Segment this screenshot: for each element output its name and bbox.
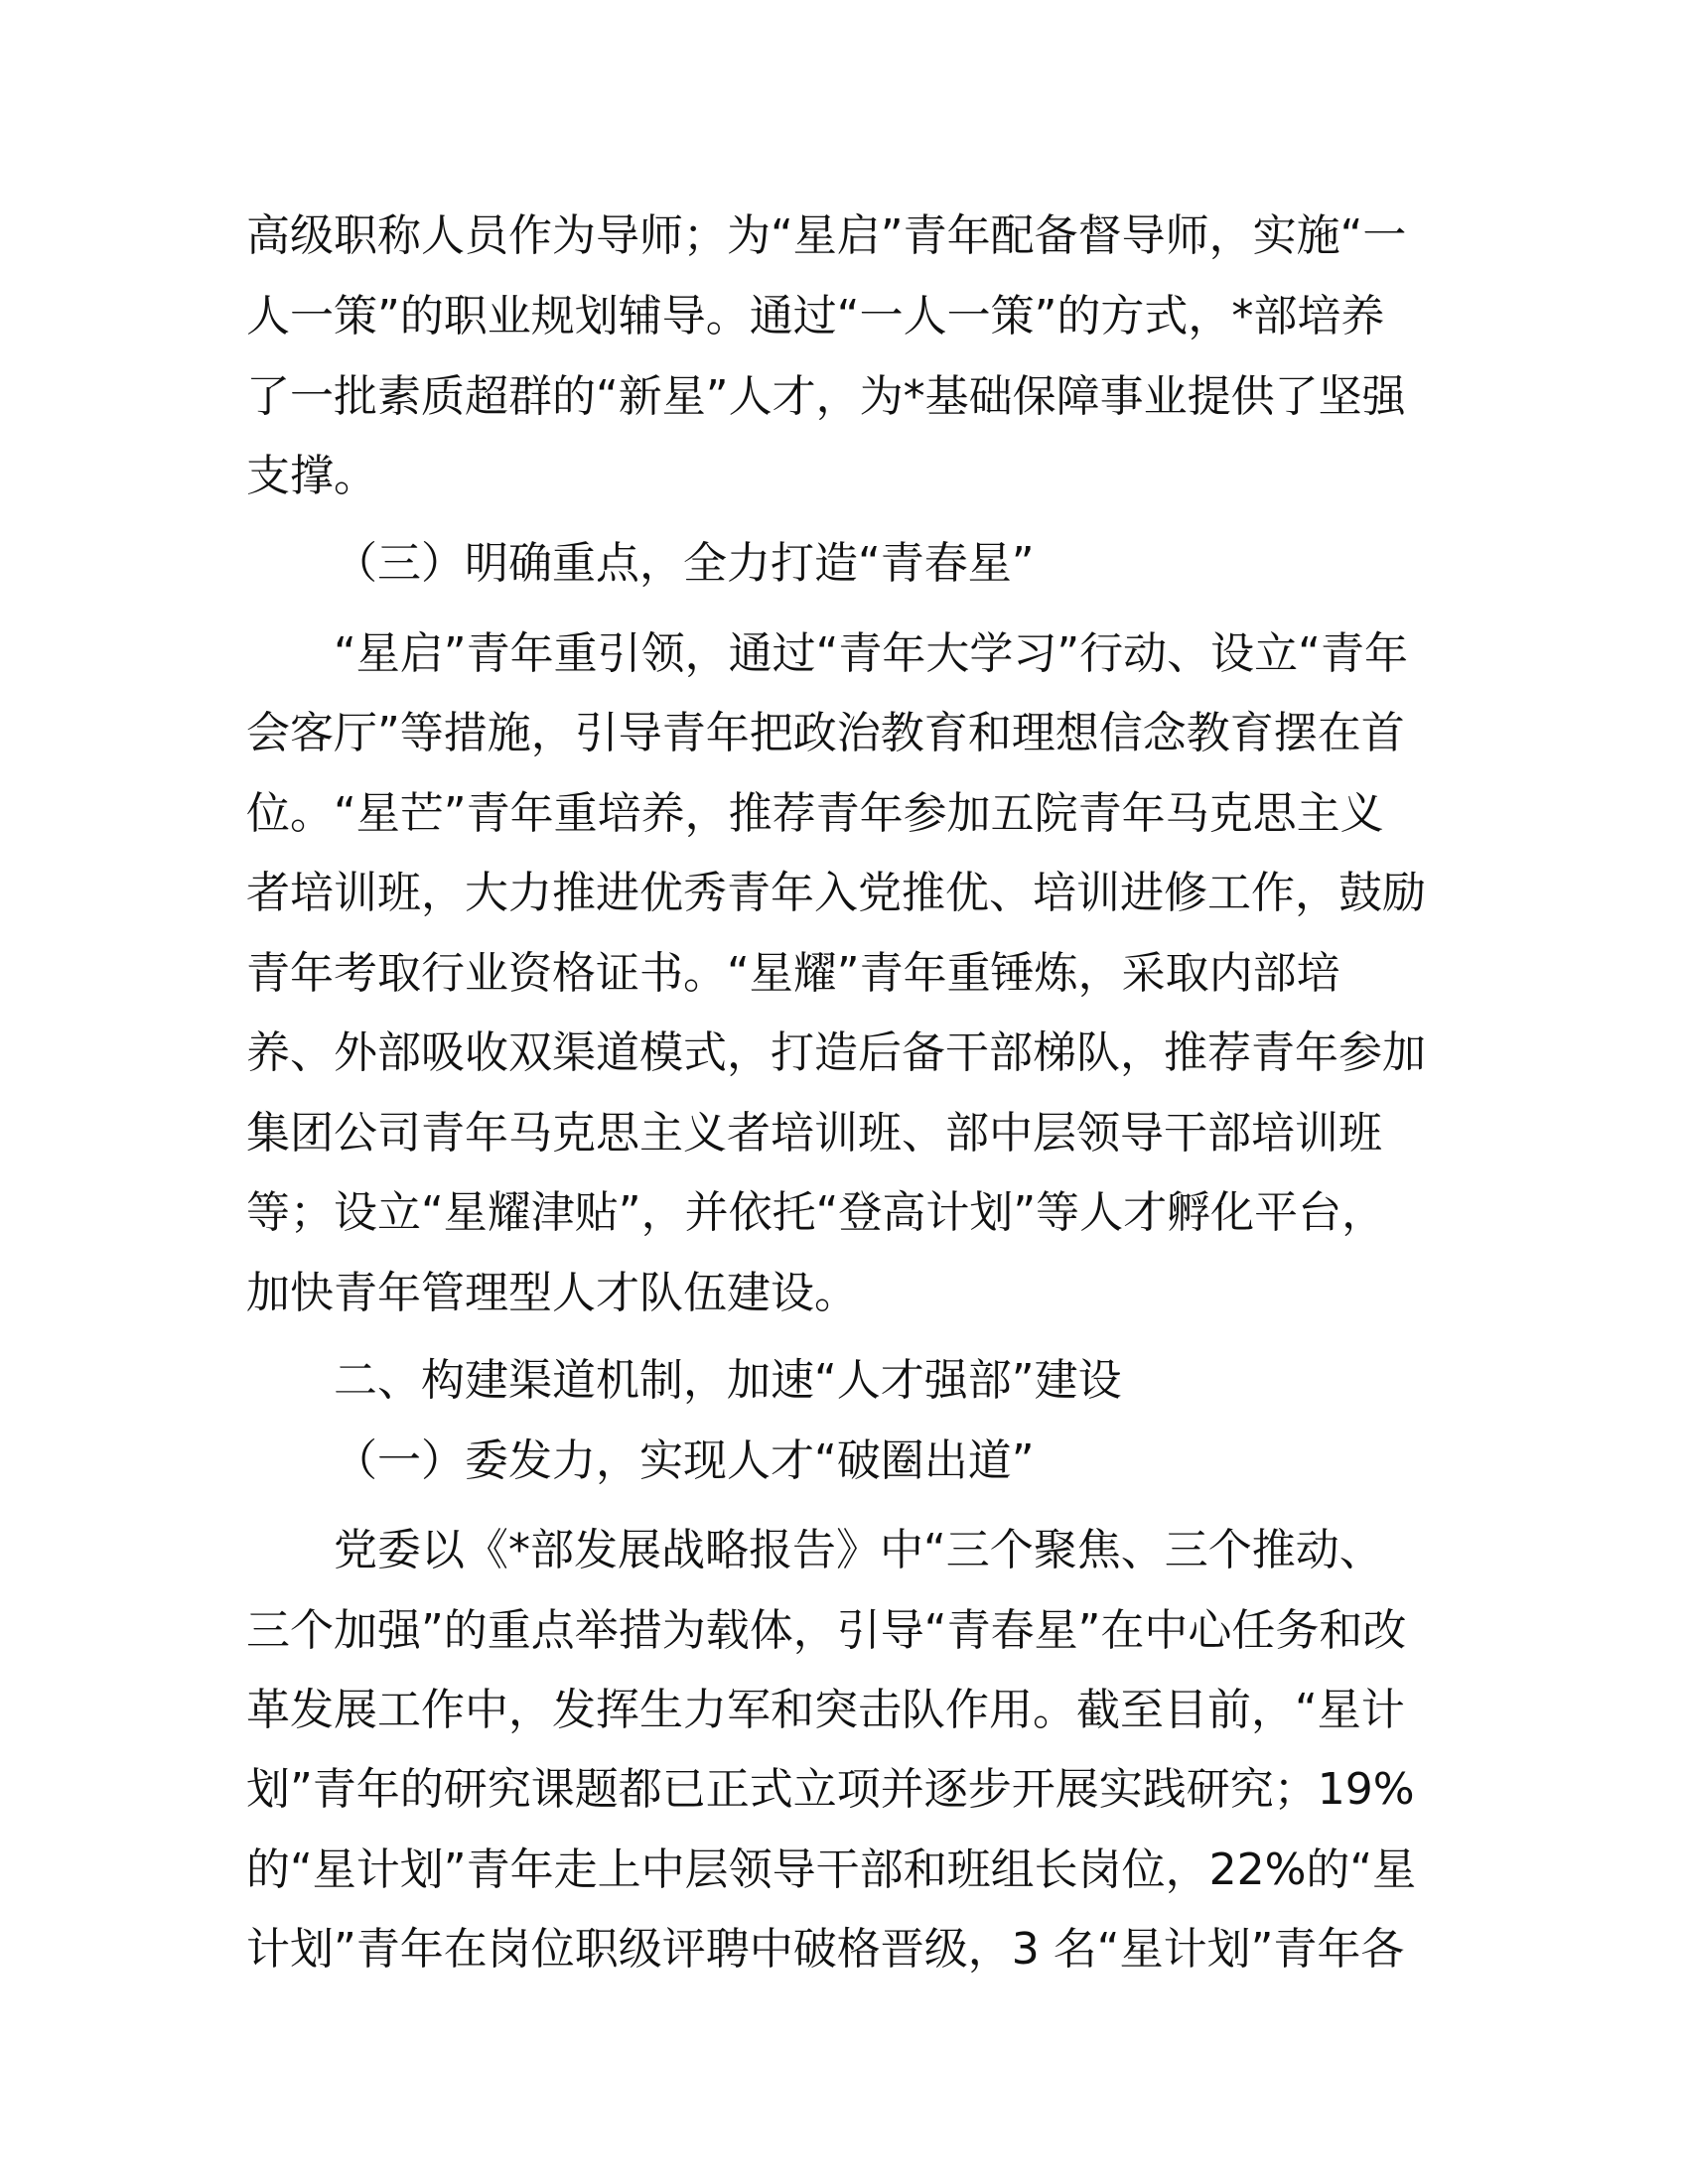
section-heading: （三）明确重点，全力打造“青春星”: [334, 538, 1035, 589]
body-text-line: 青年考取行业资格证书。“星耀”青年重锤炼，采取内部培: [246, 948, 1340, 999]
body-text-line: 位。“星芒”青年重培养，推荐青年参加五院青年马克思主义: [246, 788, 1384, 839]
subsection-heading: （一）委发力，实现人才“破圈出道”: [334, 1435, 1035, 1486]
body-text-line: 了一批素质超群的“新星”人才，为*基础保障事业提供了坚强: [246, 371, 1406, 422]
body-text-line: 养、外部吸收双渠道模式，打造后备干部梯队，推荐青年参加: [246, 1027, 1426, 1078]
paragraph-first-line: “星启”青年重引领，通过“青年大学习”行动、设立“青年: [334, 628, 1408, 679]
body-text-line: 计划”青年在岗位职级评聘中破格晋级，3 名“星计划”青年各: [246, 1924, 1405, 1975]
body-text-line: 等；设立“星耀津贴”，并依托“登高计划”等人才孵化平台，: [246, 1187, 1386, 1238]
body-text-line: 支撑。: [246, 451, 377, 501]
body-text-line: 高级职称人员作为导师；为“星启”青年配备督导师，实施“一: [246, 210, 1407, 261]
body-text-line: 加快青年管理型人才队伍建设。: [246, 1268, 858, 1318]
section-heading: 二、构建渠道机制，加速“人才强部”建设: [334, 1355, 1122, 1406]
body-text-line: 者培训班，大力推进优秀青年入党推优、培训进修工作，鼓励: [246, 868, 1426, 918]
body-text-line: 会客厅”等措施，引导青年把政治教育和理想信念教育摆在首: [246, 708, 1405, 758]
body-text-line: 集团公司青年马克思主义者培训班、部中层领导干部培训班: [246, 1108, 1382, 1159]
body-text-line: 的“星计划”青年走上中层领导干部和班组长岗位，22%的“星: [246, 1844, 1417, 1895]
body-text-line: 人一策”的职业规划辅导。通过“一人一策”的方式，*部培养: [246, 291, 1385, 341]
body-text-line: 三个加强”的重点举措为载体，引导“青春星”在中心任务和改: [246, 1605, 1407, 1656]
body-text-line: 革发展工作中，发挥生力军和突击队作用。截至目前，“星计: [246, 1685, 1405, 1735]
paragraph-first-line: 党委以《*部发展战略报告》中“三个聚焦、三个推动、: [334, 1525, 1383, 1575]
body-text-line: 划”青年的研究课题都已正式立项并逐步开展实践研究；19%: [246, 1764, 1415, 1815]
